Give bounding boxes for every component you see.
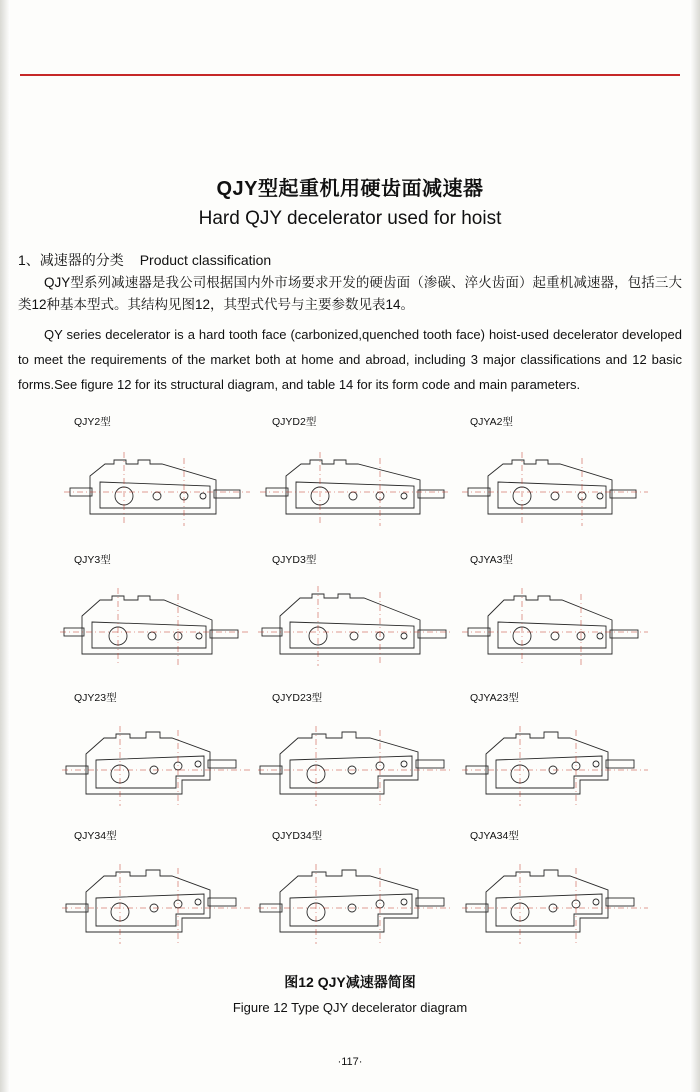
figure-cell	[60, 828, 256, 966]
figure-cell	[456, 690, 652, 828]
figure-12-grid	[60, 414, 650, 964]
decelerator-diagram-step	[456, 706, 652, 824]
figure-cell-label: QJYD23型	[272, 692, 323, 704]
page-title-english: Hard QJY decelerator used for hoist	[198, 208, 502, 229]
figure-cell-label: QJYD3型	[272, 554, 317, 566]
decelerator-diagram-taper	[60, 430, 256, 548]
figure-row	[60, 414, 650, 552]
page-left-edge-shadow	[0, 0, 10, 1092]
figure-cell-label: QJYA23型	[470, 692, 519, 704]
figure-cell	[258, 552, 454, 690]
decelerator-diagram-taper	[456, 430, 652, 548]
paragraph-chinese-text: QJY型系列减速器是我公司根据国内外市场要求开发的硬齿面（渗碳、淬火齿面）起重机减速器，包括三大类12种基本型式。其结构见图12，其型式代号与主要参数见表14。	[18, 275, 682, 312]
decelerator-diagram-taper	[60, 568, 256, 686]
decelerator-diagram-step	[258, 844, 454, 962]
figure-cell	[60, 552, 256, 690]
decelerator-diagram-step	[60, 706, 256, 824]
figure-row	[60, 828, 650, 966]
decelerator-diagram-step	[60, 844, 256, 962]
decelerator-diagram-step	[456, 844, 652, 962]
figure-cell-label: QJYA3型	[470, 554, 513, 566]
decelerator-diagram-taper	[258, 430, 454, 548]
section-heading-chinese: 1、减速器的分类	[18, 252, 124, 268]
figure-caption-chinese: 图12 QJY减速器简图	[284, 974, 416, 990]
paragraph-chinese	[18, 272, 682, 316]
figure-cell-label: QJY23型	[74, 692, 117, 704]
figure-cell-label: QJYA34型	[470, 830, 519, 842]
figure-cell-label: QJYA2型	[470, 416, 513, 428]
figure-caption-english: Figure 12 Type QJY decelerator diagram	[232, 1000, 468, 1015]
figure-cell	[258, 414, 454, 552]
figure-row	[60, 690, 650, 828]
figure-cell	[456, 414, 652, 552]
header-rule	[20, 74, 680, 76]
page-number: ·117·	[337, 1056, 363, 1068]
section-heading	[18, 250, 682, 270]
figure-cell	[258, 828, 454, 966]
figure-cell	[456, 552, 652, 690]
figure-cell-label: QJY3型	[74, 554, 111, 566]
page-right-edge-shadow	[690, 0, 700, 1092]
figure-cell-label: QJY34型	[74, 830, 117, 842]
figure-row	[60, 552, 650, 690]
decelerator-diagram-taper	[258, 568, 454, 686]
paragraph-english-text: QY series decelerator is a hard tooth face (carbonized,quenched tooth face) hoist-used decelerator developed to meet the requirements of the market both at home and abroad, including 3 major classifications and 12 basic forms.See figure 12 for its structural diagram, and table 14 for its form code and main parameters.	[18, 327, 682, 392]
paragraph-english	[18, 322, 682, 397]
figure-cell	[60, 690, 256, 828]
section-heading-english: Product classification	[139, 252, 272, 268]
figure-cell-label: QJYD34型	[272, 830, 323, 842]
figure-cell	[456, 828, 652, 966]
figure-cell	[258, 690, 454, 828]
decelerator-diagram-step	[258, 706, 454, 824]
decelerator-diagram-taper	[456, 568, 652, 686]
figure-cell-label: QJY2型	[74, 416, 111, 428]
figure-cell-label: QJYD2型	[272, 416, 317, 428]
page-title-chinese: QJY型起重机用硬齿面减速器	[216, 178, 484, 200]
figure-cell	[60, 414, 256, 552]
